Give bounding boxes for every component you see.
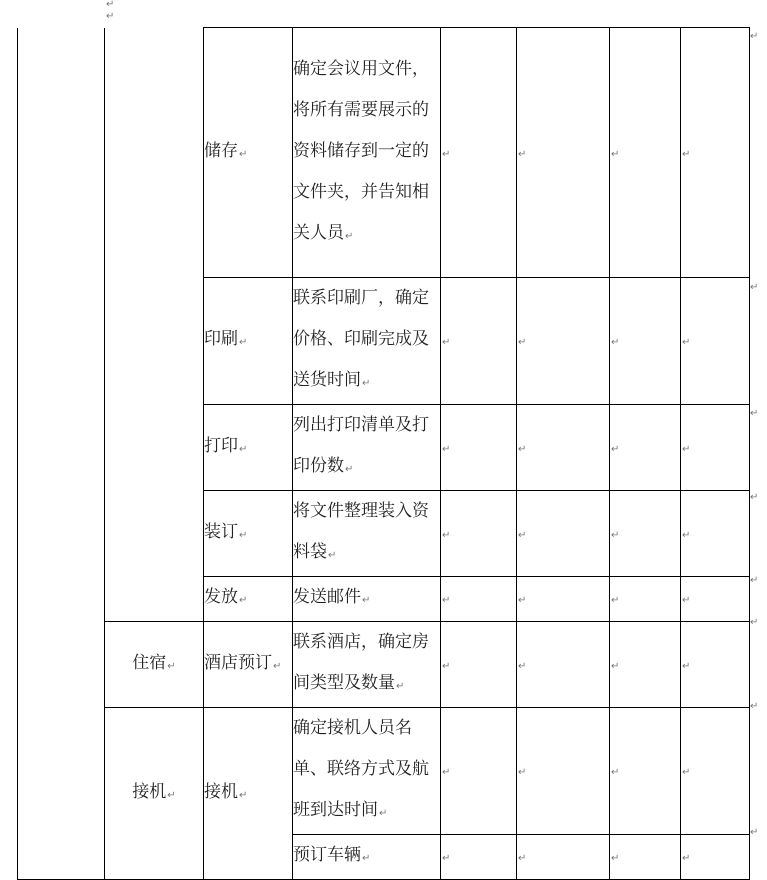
paragraph-mark-icon: ↵ [682,767,691,778]
paragraph-mark-icon: ↵ [682,853,691,864]
paragraph-mark-icon: ↵ [611,443,620,455]
subcategory-cell[interactable]: 酒店预订↵ [204,622,293,708]
row-end-mark-icon: ↵ [750,617,759,628]
empty-cell[interactable] [681,577,750,622]
paragraph-mark-icon: ↵ [682,595,691,606]
paragraph-mark-icon: ↵ [518,853,527,864]
description-cell[interactable]: 预订车辆↵ [293,835,441,880]
row-end-mark-icon: ↵ [750,492,759,503]
category-cell[interactable]: 接机↵ [105,708,204,880]
subcategory-cell[interactable]: 储存↵ [204,28,293,278]
paragraph-mark-icon: ↵ [167,660,176,672]
paragraph-mark-icon: ↵ [362,378,371,389]
subcategory-cell[interactable]: 印刷↵ [204,278,293,405]
paragraph-mark-icon: ↵ [682,660,691,672]
row-end-mark-icon: ↵ [750,827,759,838]
empty-cell[interactable] [610,835,681,880]
row-end-mark-icon: ↵ [750,282,759,293]
empty-cell[interactable] [517,28,610,278]
paragraph-mark-icon: ↵ [518,529,527,541]
paragraph-mark-icon: ↵ [239,337,248,348]
paragraph-mark-icon: ↵ [442,529,451,541]
empty-cell[interactable] [681,405,750,491]
paragraph-mark-icon: ↵ [442,148,451,160]
paragraph-mark-icon: ↵ [611,595,620,606]
paragraph-mark-icon: ↵ [345,464,354,475]
table-row [18,708,750,835]
empty-cell[interactable] [610,278,681,405]
description-cell[interactable]: 发送邮件↵ [293,577,441,622]
row-end-mark-icon: ↵ [750,701,759,712]
empty-cell[interactable] [610,491,681,577]
empty-cell[interactable] [610,405,681,491]
paragraph-mark-icon: ↵ [362,853,371,864]
paragraph-mark-icon: ↵ [379,808,388,819]
paragraph-mark-icon: ↵ [442,595,451,606]
empty-cell[interactable] [610,28,681,278]
paragraph-mark-icon: ↵ [345,230,354,242]
paragraph-mark-icon: ↵ [682,443,691,455]
empty-cell[interactable] [517,405,610,491]
paragraph-mark-icon: ↵ [239,595,248,606]
paragraph-mark-icon: ↵ [442,443,451,455]
empty-cell[interactable] [441,28,517,278]
paragraph-mark-icon: ↵ [611,853,620,864]
empty-cell[interactable] [517,278,610,405]
empty-cell[interactable] [441,278,517,405]
table-row [18,622,750,708]
empty-cell[interactable] [681,28,750,278]
paragraph-mark-icon: ↵ [239,789,248,801]
paragraph-mark-icon: ↵ [442,660,451,672]
empty-cell[interactable] [441,405,517,491]
row-end-mark-icon: ↵ [750,408,759,419]
row-end-mark-icon: ↵ [750,31,759,42]
empty-cell[interactable] [681,278,750,405]
paragraph-mark-icon: ↵ [518,337,527,348]
paragraph-mark-icon: ↵ [362,595,371,606]
paragraph-mark-icon: ↵ [106,11,115,22]
paragraph-mark-icon: ↵ [518,660,527,672]
paragraph-mark-icon: ↵ [518,443,527,455]
empty-cell[interactable] [681,708,750,835]
description-cell[interactable]: 将文件整理装入资料袋↵ [293,491,441,577]
row-end-mark-icon: ↵ [750,575,759,586]
empty-cell[interactable] [517,622,610,708]
description-cell[interactable]: 联系酒店，确定房间类型及数量↵ [293,622,441,708]
empty-cell[interactable] [610,708,681,835]
empty-cell[interactable] [441,835,517,880]
paragraph-mark-icon: ↵ [442,767,451,778]
paragraph-mark-icon: ↵ [518,148,527,160]
empty-cell[interactable] [441,491,517,577]
paragraph-mark-icon: ↵ [396,681,405,692]
empty-cell[interactable] [517,835,610,880]
empty-cell[interactable] [441,708,517,835]
paragraph-mark-icon: ↵ [611,337,620,348]
empty-cell[interactable] [681,835,750,880]
empty-cell[interactable] [610,577,681,622]
paragraph-mark-icon: ↵ [682,337,691,348]
paragraph-mark-icon: ↵ [442,337,451,348]
empty-cell[interactable] [517,708,610,835]
empty-cell[interactable] [681,622,750,708]
project-column-cell [18,28,105,880]
subcategory-cell[interactable]: 发放↵ [204,577,293,622]
empty-cell[interactable] [610,622,681,708]
subcategory-cell[interactable]: 打印↵ [204,405,293,491]
description-cell[interactable]: 确定接机人员名单、联络方式及航班到达时间↵ [293,708,441,835]
paragraph-mark-icon: ↵ [328,550,337,561]
paragraph-mark-icon: ↵ [611,767,620,778]
empty-cell[interactable] [441,622,517,708]
subcategory-cell[interactable]: 装订↵ [204,491,293,577]
paragraph-mark-icon: ↵ [611,529,620,541]
paragraph-mark-icon: ↵ [106,0,115,10]
paragraph-mark-icon: ↵ [518,767,527,778]
paragraph-mark-icon: ↵ [682,529,691,541]
task-table [17,27,750,880]
description-cell[interactable]: 联系印刷厂，确定价格、印刷完成及送货时间↵ [293,278,441,405]
paragraph-mark-icon: ↵ [239,529,248,541]
paragraph-mark-icon: ↵ [518,595,527,606]
empty-cell[interactable] [517,491,610,577]
paragraph-mark-icon: ↵ [239,443,248,455]
empty-cell[interactable] [517,577,610,622]
paragraph-mark-icon: ↵ [442,853,451,864]
category-cell [105,28,204,622]
paragraph-mark-icon: ↵ [611,660,620,672]
paragraph-mark-icon: ↵ [239,148,248,160]
table-row [18,28,750,278]
paragraph-mark-icon: ↵ [273,660,282,672]
empty-cell[interactable] [441,577,517,622]
description-cell[interactable]: 确定会议用文件，将所有需要展示的资料储存到一定的文件夹，并告知相关人员↵ [293,28,441,278]
paragraph-mark-icon: ↵ [167,789,176,801]
paragraph-mark-icon: ↵ [682,148,691,160]
subcategory-cell[interactable]: 接机↵ [204,708,293,880]
description-cell[interactable]: 列出打印清单及打印份数↵ [293,405,441,491]
paragraph-mark-icon: ↵ [611,148,620,160]
empty-cell[interactable] [681,491,750,577]
category-cell[interactable]: 住宿↵ [105,622,204,708]
